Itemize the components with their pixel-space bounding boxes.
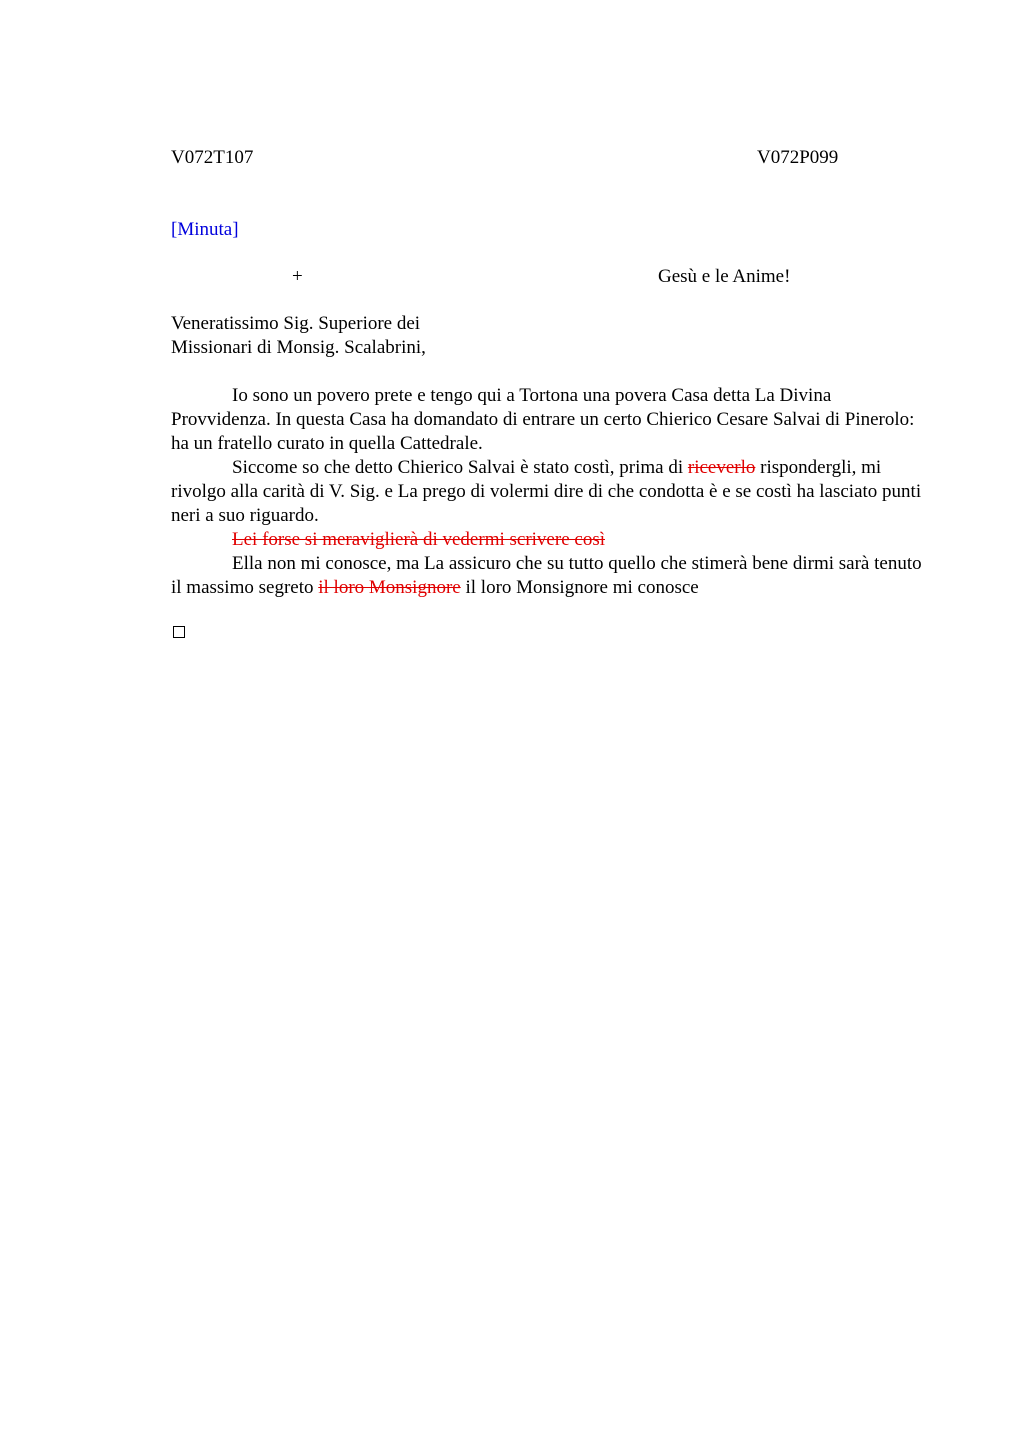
document-code-right: V072P099 <box>757 147 839 168</box>
minuta-note: [Minuta] <box>171 219 239 240</box>
paragraph-1: Io sono un povero prete e tengo qui a Tortona una povera Casa detta La Divina Provvidenza. In questa Casa ha domandato di entrare un certo Chierico Cesare Salvai di Pinerolo: ha un fratello curato in quella Cattedrale. <box>171 385 915 454</box>
document-code-left: V072T107 <box>171 147 254 168</box>
addressee <box>171 312 571 360</box>
addressee-line-1: Veneratissimo Sig. Superiore dei <box>171 313 421 334</box>
paragraph-2-text-b: rispondergli, mi rivolgo alla carità di V. Sig. e La prego di volermi dire di che condotta è e se costì ha lasciato punti neri a suo riguardo. <box>171 457 922 526</box>
paragraph-3-deleted <box>171 528 929 552</box>
deleted-sentence: Lei forse si meraviglierà di vedermi scrivere così <box>232 529 605 550</box>
paragraph-4-text-a: Ella non mi conosce, ma La assicuro che su tutto quello che stimerà bene dirmi sarà tenuto il massimo segreto <box>171 553 922 598</box>
cross-symbol: + <box>292 266 303 287</box>
deleted-phrase: il loro Monsignore <box>318 577 461 598</box>
deleted-word: riceverlo <box>687 457 756 478</box>
paragraph-4-text-b: il loro Monsignore mi conosce <box>460 577 699 598</box>
letter-body <box>171 384 929 600</box>
addressee-line-2: Missionari di Monsig. Scalabrini, <box>171 337 426 358</box>
paragraph-2-text-a: Siccome so che detto Chierico Salvai è stato costì, prima di <box>232 457 688 478</box>
paragraph-2 <box>171 456 929 528</box>
motto: Gesù e le Anime! <box>658 266 791 287</box>
end-marker-box <box>173 626 185 638</box>
paragraph-4 <box>171 552 929 600</box>
